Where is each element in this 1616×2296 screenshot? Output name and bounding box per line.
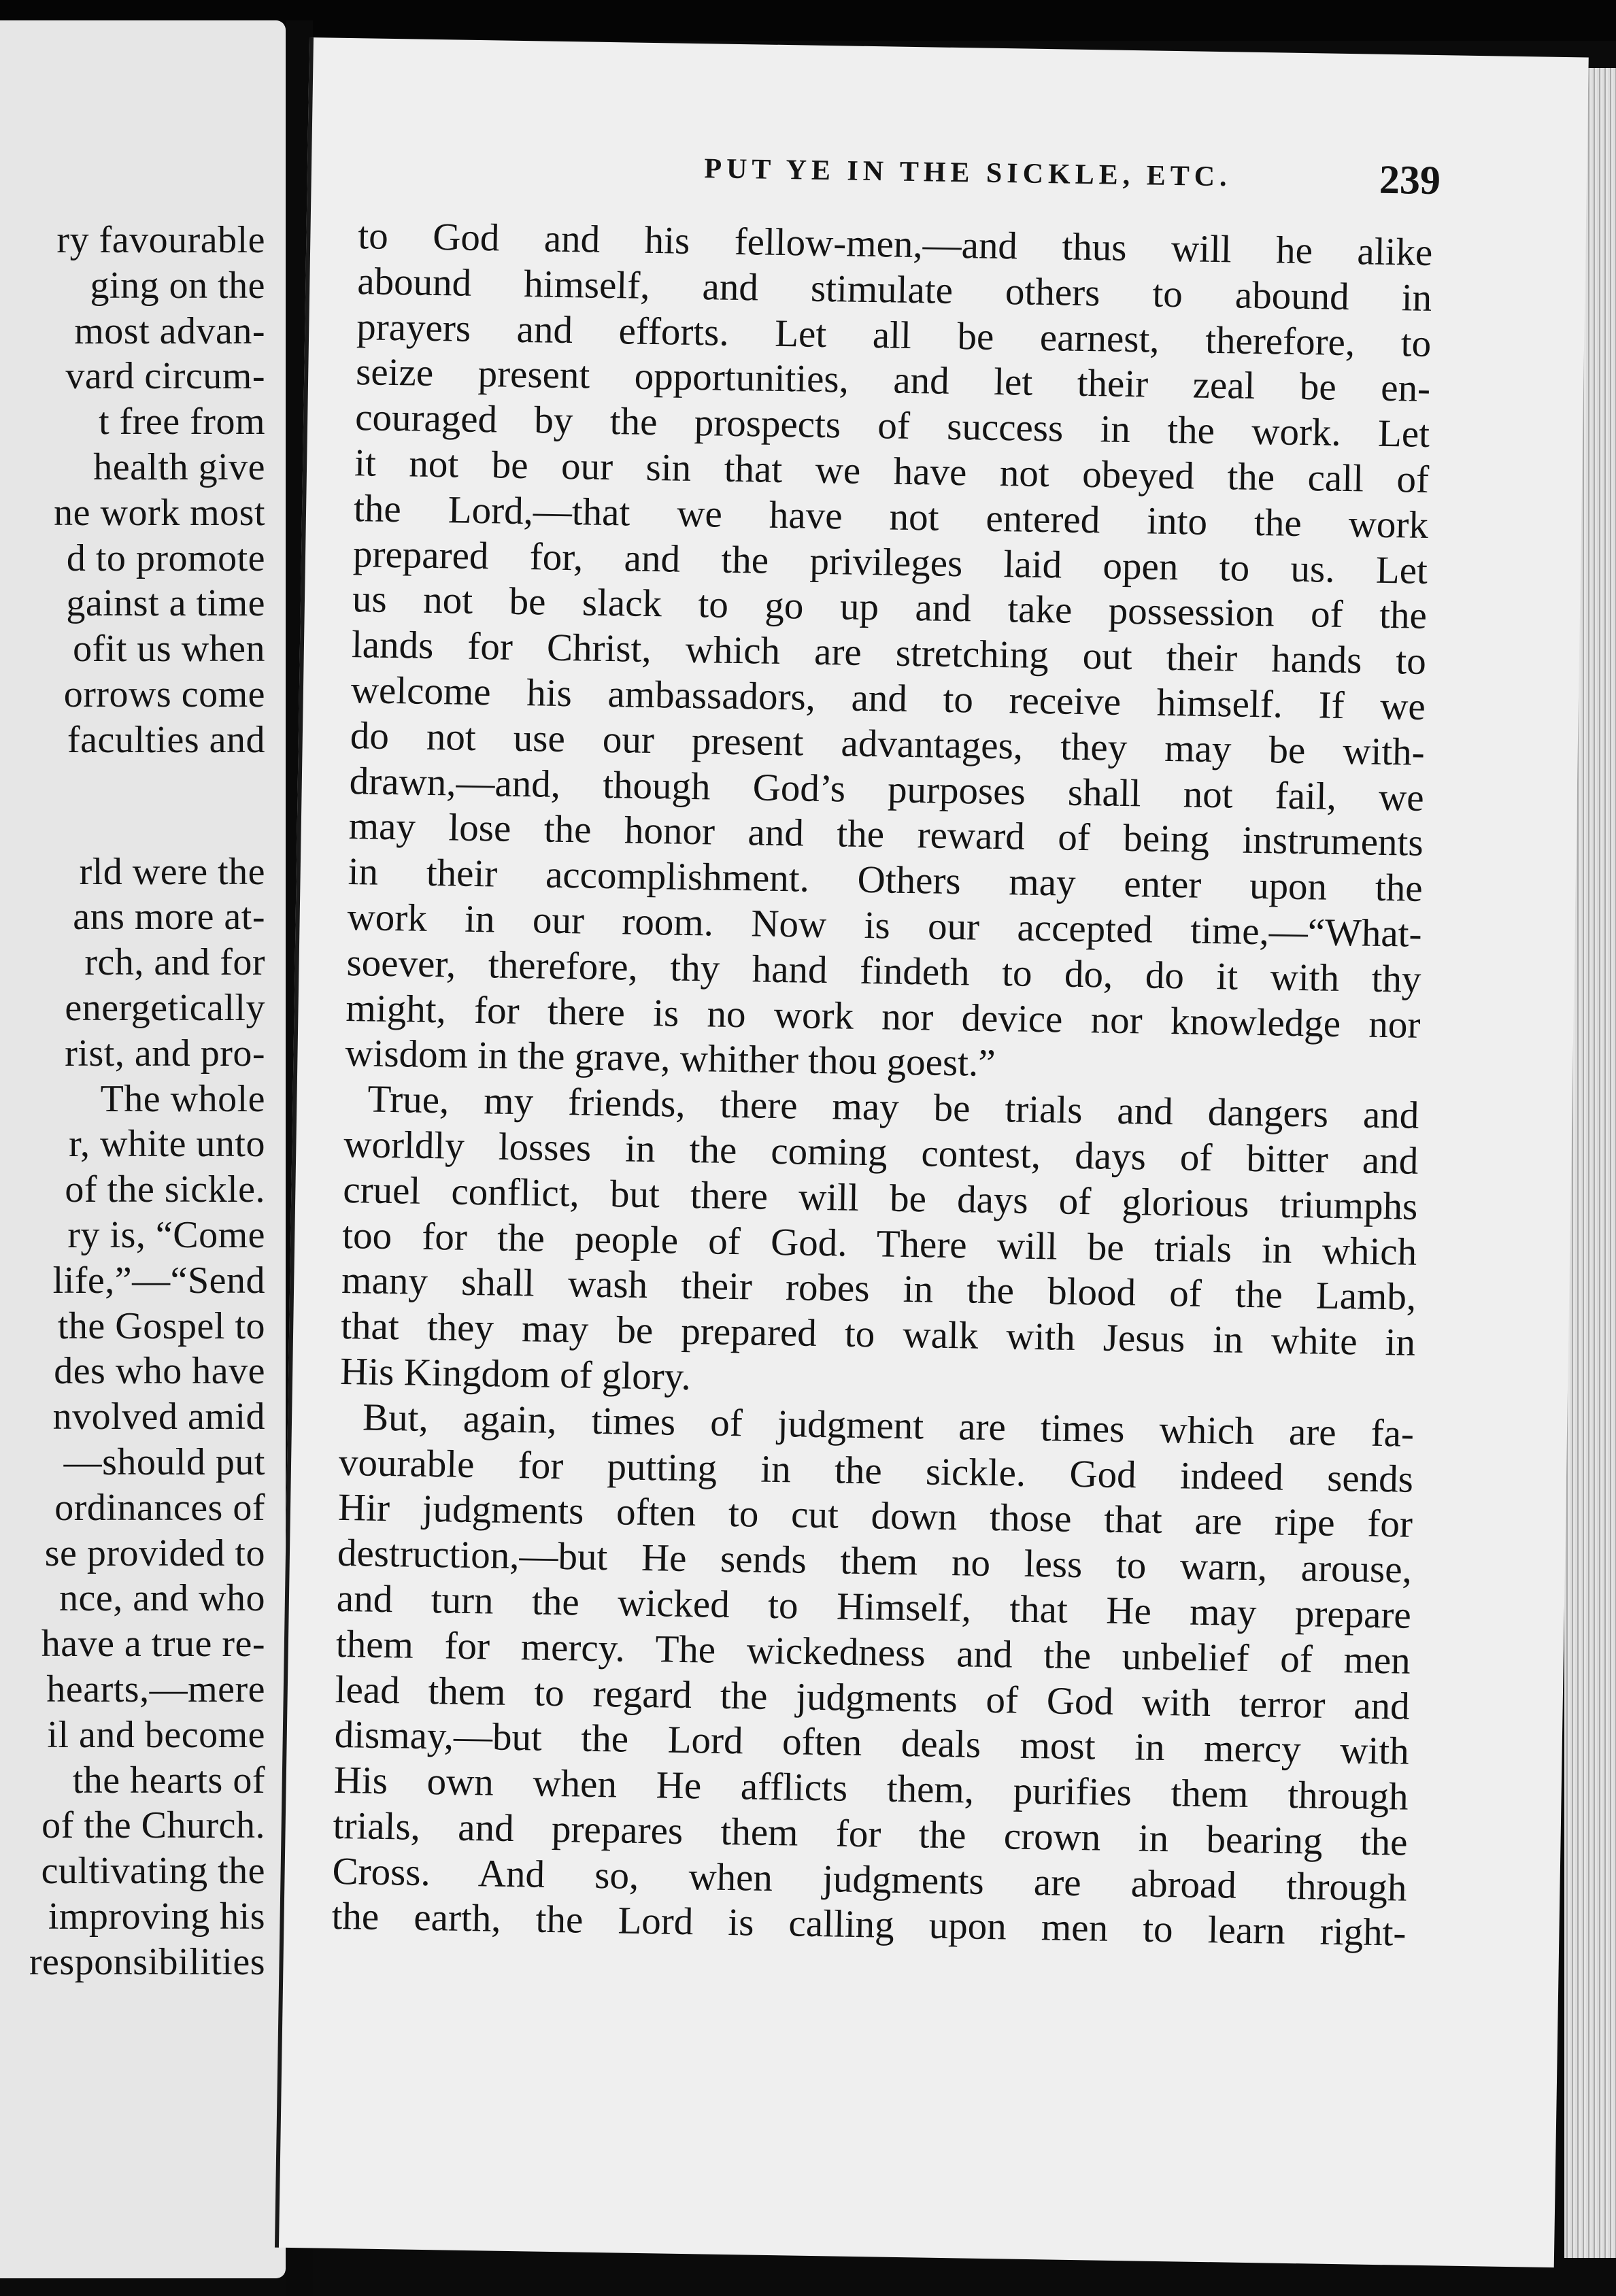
left-page-line: of the Church. <box>41 1804 265 1847</box>
body-text-line: the earth, the Lord is calling upon men to learn right- <box>331 1895 1407 1955</box>
body-text-line: many shall wash their robes in the blood of the Lamb, <box>341 1259 1417 1319</box>
left-page-line: rch, and for <box>84 941 265 984</box>
body-text-line: prayers and efforts. Let all be earnest, therefore, to <box>356 305 1432 365</box>
body-text-line: His Kingdom of glory. <box>339 1349 692 1398</box>
body-text-line: the Lord,—that we have not entered into the work <box>353 486 1429 547</box>
left-page-line: life,”—“Send <box>52 1259 265 1302</box>
body-text-line: do not use our present advantages, they may be with- <box>350 713 1426 774</box>
body-text-line: His own when He afflicts them, purifies them through <box>333 1758 1409 1819</box>
body-text-line: Hir judgments often to cut down those that are ripe for <box>337 1486 1413 1547</box>
body-text-line: vourable for putting in the sickle. God indeed sends <box>338 1440 1414 1501</box>
left-page-line: d to promote <box>66 537 265 579</box>
left-page-line: ry is, “Come <box>67 1213 265 1256</box>
body-text-line: and turn the wicked to Himself, that He may prepare <box>336 1576 1412 1637</box>
left-page-line: ry favourable <box>56 219 265 261</box>
body-text-line: destruction,—but He sends them no less to warn, arouse, <box>337 1532 1413 1591</box>
body-text-line: lead them to regard the judgments of God with terror and <box>335 1668 1411 1728</box>
left-page-line: rld were the <box>79 850 265 893</box>
body-text-line: trials, and prepares them for the crown in bearing the <box>333 1804 1409 1864</box>
left-page-line: nce, and who <box>58 1577 265 1620</box>
body-text <box>331 214 1433 1957</box>
body-text-line: work in our room. Now is our accepted time,—“What- <box>347 895 1422 956</box>
body-text-line: drawn,—and, though God’s purposes shall not fail, we <box>349 759 1425 820</box>
body-text-line: them for mercy. The wickedness and the unbelief of men <box>335 1622 1411 1683</box>
left-page-line: responsibilities <box>29 1940 265 1983</box>
left-page-line: rist, and pro- <box>65 1032 265 1075</box>
body-text-line: dismay,—but the Lord often deals most in mercy with <box>334 1713 1410 1773</box>
body-text-line: True, my friends, there may be trials and dangers and <box>367 1077 1419 1137</box>
left-page-line: vard circum- <box>65 355 265 398</box>
running-head: PUT YE IN THE SICKLE, ETC. <box>704 153 1232 193</box>
left-page-line: ofit us when <box>73 628 265 671</box>
left-page-line: t free from <box>99 401 265 443</box>
body-text-line: worldly losses in the coming contest, days of bitter and <box>343 1122 1419 1183</box>
paragraph-gap <box>0 763 265 849</box>
body-text-line: cruel conflict, but there will be days of glorious triumphs <box>342 1168 1418 1228</box>
body-text-line: might, for there is no work nor device nor knowledge nor <box>346 986 1421 1047</box>
body-text-line: couraged by the prospects of success in the work. Let <box>354 396 1430 456</box>
left-page-line: ans more at- <box>73 896 265 939</box>
body-text-line: prepared for, and the privileges laid open to us. Let <box>352 532 1428 592</box>
left-page-line: ging on the <box>90 264 265 307</box>
body-text-line: it not be our sin that we have not obeyed the call of <box>354 441 1430 501</box>
left-page-line: cultivating the <box>41 1850 265 1893</box>
left-page-line: il and become <box>47 1713 265 1756</box>
left-page-line: ne work most <box>54 491 265 534</box>
body-text-line: that they may be prepared to walk with Jesus in white in <box>340 1304 1416 1364</box>
left-page-line: energetically <box>65 986 265 1029</box>
body-text-line: soever, therefore, thy hand findeth to do, do it with thy <box>346 941 1421 1001</box>
left-page-line: nvolved amid <box>52 1396 265 1438</box>
body-text-line: abound himself, and stimulate others to abound in <box>356 259 1432 320</box>
body-text-line: lands for Christ, which are stretching out their hands to <box>351 623 1427 683</box>
page-number: 239 <box>1379 156 1441 203</box>
body-text-line: to God and his fellow-men,—and thus will he alike <box>357 214 1433 274</box>
left-page-line: the Gospel to <box>57 1304 265 1347</box>
left-page-line: health give <box>93 445 265 488</box>
left-page <box>0 20 286 2278</box>
left-page-line: hearts,—mere <box>46 1668 265 1710</box>
left-page-line: the hearts of <box>72 1759 265 1802</box>
left-page-line: improving his <box>48 1895 265 1938</box>
left-page-line: The whole <box>100 1077 265 1120</box>
left-page-line: des who have <box>54 1350 265 1393</box>
left-page-line: faculties and <box>67 718 265 761</box>
body-text-line: may lose the honor and the reward of being instruments <box>348 805 1424 865</box>
left-page-line: gainst a time <box>66 582 265 625</box>
left-page-text <box>0 218 265 1985</box>
body-text-line: in their accomplishment. Others may enter upon the <box>348 850 1424 911</box>
left-page-line: have a true re- <box>41 1623 265 1666</box>
body-text-line: welcome his ambassadors, and to receive himself. If we <box>350 669 1426 728</box>
left-page-line: —should put <box>63 1440 265 1483</box>
body-text-line: seize present opportunities, and let their zeal be en- <box>355 350 1431 411</box>
left-page-line: orrows come <box>63 673 265 715</box>
body-text-line: us not be slack to go up and take possession of the <box>352 577 1428 638</box>
body-text-line: wisdom in the grave, whither thou goest.” <box>345 1032 996 1085</box>
left-page-line: ordinances of <box>54 1486 265 1529</box>
body-text-line: But, again, times of judgment are times which are fa- <box>362 1396 1415 1455</box>
body-text-line: too for the people of God. There will be trials in which <box>341 1213 1417 1274</box>
body-text-line: Cross. And so, when judgments are abroad through <box>332 1849 1407 1910</box>
left-page-line: of the sickle. <box>65 1168 265 1211</box>
left-page-line: r, white unto <box>69 1123 265 1166</box>
right-page <box>275 37 1589 2267</box>
left-page-line: se provided to <box>44 1532 265 1574</box>
left-page-line: most advan- <box>74 309 265 352</box>
